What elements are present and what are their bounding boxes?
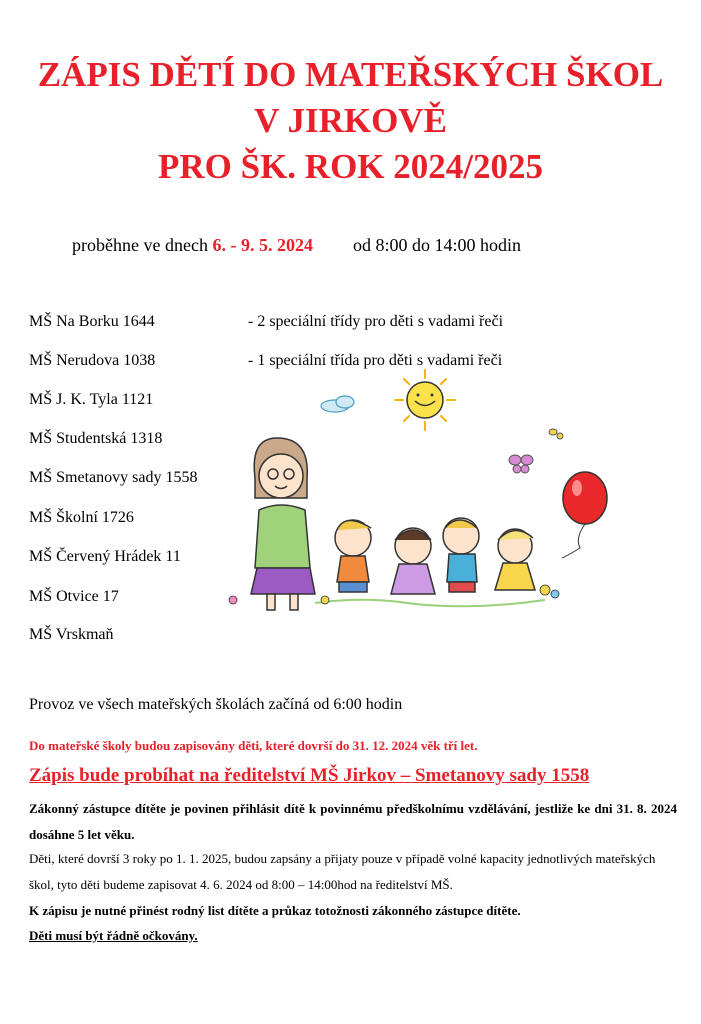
title-line-1: ZÁPIS DĚTÍ DO MATEŘSKÝCH ŠKOL xyxy=(37,55,664,94)
child-figure xyxy=(391,528,435,594)
opening-hours-note: Provoz ve všech mateřských školách začíná od 6:00 hodin xyxy=(29,696,403,713)
school-item: MŠ Smetanovy sady 1558 xyxy=(29,469,198,486)
balloon-icon xyxy=(562,472,607,558)
dates-range: 6. - 9. 5. 2024 xyxy=(212,235,313,255)
documents-note: K zápisu je nutné přinést rodný list dítěte a průkaz totožnosti zákonného zástupce dítěte. xyxy=(29,903,521,918)
age-notice: Do mateřské školy budou zapisovány děti, které dovrší do 31. 12. 2024 věk tří let. xyxy=(29,738,478,753)
dates-hours: od 8:00 do 14:00 hodin xyxy=(352,235,521,255)
capacity-paragraph: Děti, které dovrší 3 roky po 1. 1. 2025, budou zapsány a přijaty pouze v případě volné kapacity jednotlivých mateřských škol, tyto děti budeme zapisovat 4. 6. 2024 od 8:00 – 14:00hod na ředitelství MŠ. xyxy=(29,851,656,892)
enrollment-location: Zápis bude probíhat na ředitelství MŠ Jirkov – Smetanovy sady 1558 xyxy=(29,765,590,786)
school-item: MŠ Nerudova 1038 xyxy=(29,352,156,369)
school-item: MŠ Školní 1726 xyxy=(29,509,134,526)
sun-icon xyxy=(395,370,455,430)
butterfly-icon xyxy=(509,455,533,473)
school-note: - 1 speciální třída pro děti s vadami řeči xyxy=(248,352,503,369)
child-figure xyxy=(443,518,479,592)
butterfly-icon xyxy=(549,429,563,439)
child-figure xyxy=(495,529,535,590)
school-item: MŠ Otvice 17 xyxy=(29,588,119,605)
dates-prefix: proběhne ve dnech xyxy=(72,235,213,255)
school-item: MŠ Vrskmaň xyxy=(29,626,114,643)
obligation-paragraph: Zákonný zástupce dítěte je povinen přihlásit dítě k povinnému předškolnímu vzdělávání, jestliže ke dni 31. 8. 2024 dosáhne 5 let věku. xyxy=(29,801,677,842)
school-item: MŠ Studentská 1318 xyxy=(29,430,163,447)
vaccination-note: Děti musí být řádně očkovány. xyxy=(29,928,198,943)
title-line-3: PRO ŠK. ROK 2024/2025 xyxy=(157,147,544,186)
enrollment-dates xyxy=(72,235,521,256)
school-item: MŠ Na Borku 1644 xyxy=(29,313,155,330)
school-item: MŠ Červený Hrádek 11 xyxy=(29,548,181,565)
school-item: MŠ J. K. Tyla 1121 xyxy=(29,391,154,408)
teacher-figure xyxy=(251,438,315,610)
teacher-children-illustration xyxy=(215,368,615,618)
title-line-2: V JIRKOVĚ xyxy=(254,101,447,140)
child-figure xyxy=(335,520,371,592)
school-note: - 2 speciální třídy pro děti s vadami řeči xyxy=(248,313,504,330)
cloud-icon xyxy=(321,396,354,412)
